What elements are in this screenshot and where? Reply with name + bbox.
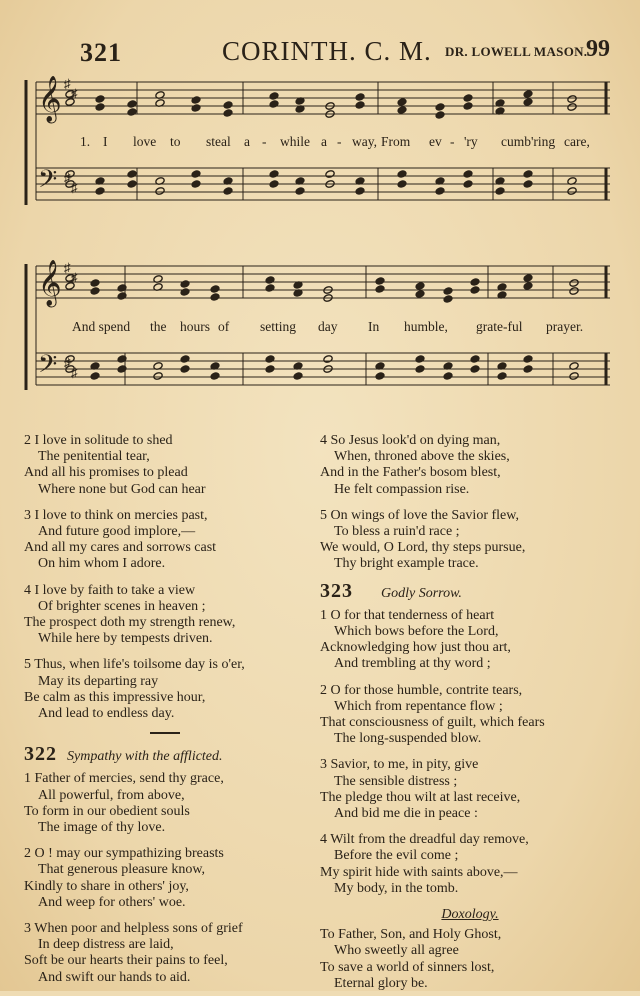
stanza	[24, 846, 306, 911]
verse-line: And trembling at thy word ;	[334, 656, 491, 672]
stanza	[24, 771, 306, 836]
verse-line: 3 Savior, to me, in pity, give	[320, 757, 479, 773]
note-head	[397, 106, 407, 115]
verse-line: My body, in the tomb.	[334, 880, 459, 896]
note-head	[95, 103, 105, 112]
note-head	[443, 295, 453, 304]
note-head	[90, 279, 100, 288]
music-score	[0, 0, 640, 420]
verse-line: Before the evil come ;	[334, 848, 459, 864]
verse-line: 2 O ! may our sympathizing breasts	[24, 846, 224, 862]
note-head	[435, 103, 445, 112]
verse-line: 5 On wings of love the Savior flew,	[320, 507, 519, 523]
lyric-syllable: care,	[564, 134, 590, 149]
verse-line: My spirit hide with saints above,—	[320, 864, 518, 880]
divider	[150, 732, 180, 734]
note-head	[269, 180, 279, 189]
note-head	[269, 100, 279, 109]
lyric-syllable: 'ry	[464, 134, 478, 149]
note-head	[523, 98, 533, 107]
note-head	[295, 187, 305, 196]
verse-line: 4 Wilt from the dreadful day remove,	[320, 832, 529, 848]
lyric-syllable: -	[262, 134, 267, 149]
key-sharp: ♯	[64, 76, 71, 91]
note-head	[355, 187, 365, 196]
left-column	[24, 433, 306, 996]
note-head	[397, 98, 407, 107]
lyric-syllable: way,	[352, 134, 377, 149]
lyric-syllable: ev	[429, 134, 442, 149]
lyric-syllable: cumb'ring	[501, 134, 556, 149]
verse-line: 1 O for that tenderness of heart	[320, 607, 495, 623]
note-head	[397, 170, 407, 179]
verse-line: In deep distress are laid,	[38, 937, 174, 953]
doxology-line: To Father, Son, and Holy Ghost,	[320, 927, 502, 943]
verse-line: 4 I love by faith to take a view	[24, 582, 196, 598]
treble-clef: 𝄞	[38, 260, 62, 306]
verse-line: Kindly to share in others' joy,	[24, 878, 189, 894]
note-head	[191, 104, 201, 113]
note-head	[523, 170, 533, 179]
verse-line: All powerful, from above,	[38, 787, 185, 803]
stanza	[24, 433, 306, 498]
note-head	[117, 355, 127, 364]
verse-line: We would, O Lord, thy steps pursue,	[320, 540, 526, 556]
note-head	[470, 286, 480, 295]
note-head	[127, 170, 137, 179]
key-sharp: ♯	[71, 365, 78, 380]
note-head	[117, 292, 127, 301]
stanza	[320, 757, 620, 822]
verse-line: To form in our obedient souls	[24, 803, 190, 819]
verse-line: And all my cares and sorrows cast	[24, 540, 217, 556]
note-head	[463, 170, 473, 179]
lyric-syllable: the	[150, 319, 167, 334]
lyric-syllable: day	[318, 319, 338, 334]
stanza	[320, 433, 620, 498]
note-head	[375, 372, 385, 381]
verse-line: Be calm as this impressive hour,	[24, 689, 206, 705]
note-head	[443, 372, 453, 381]
lyric-syllable: grate-ful	[476, 319, 523, 334]
note-head	[375, 285, 385, 294]
note-head	[523, 90, 533, 99]
lyric-syllable: 1.	[80, 134, 91, 149]
verse-line: The sensible distress ;	[334, 773, 458, 789]
lyric-syllable: hours	[180, 319, 210, 334]
note-head	[523, 355, 533, 364]
note-head	[463, 180, 473, 189]
note-head	[210, 293, 220, 302]
note-head	[117, 365, 127, 374]
note-head	[223, 187, 233, 196]
right-column	[320, 433, 620, 992]
note-head	[463, 102, 473, 111]
lyric-syllable: I	[103, 134, 108, 149]
lyric-syllable: while	[280, 134, 310, 149]
lyric-syllable: to	[170, 134, 181, 149]
verse-line: And in the Father's bosom blest,	[320, 465, 501, 481]
verse-line: 3 I love to think on mercies past,	[24, 507, 208, 523]
note-head	[470, 365, 480, 374]
note-head	[127, 100, 137, 109]
verse-line: The penitential tear,	[38, 449, 150, 465]
verse-line: 3 When poor and helpless sons of grief	[24, 921, 243, 937]
lyric-syllable: -	[450, 134, 455, 149]
note-head	[269, 170, 279, 179]
treble-clef: 𝄞	[38, 76, 62, 122]
note-head	[523, 365, 533, 374]
verse-line: The long-suspended blow.	[334, 731, 482, 747]
note-head	[210, 372, 220, 381]
verse-line: And all his promises to plead	[24, 465, 188, 481]
verse-line: The pledge thou wilt at last receive,	[320, 789, 521, 805]
stanza	[24, 583, 306, 648]
verse-line: 5 Thus, when life's toilsome day is o'er,	[24, 657, 245, 673]
note-head	[265, 365, 275, 374]
note-head	[523, 282, 533, 291]
note-head	[265, 355, 275, 364]
verse-line: That generous pleasure know,	[38, 862, 206, 878]
lyric-syllable: setting	[260, 319, 296, 334]
verse-line: Thy bright example trace.	[334, 556, 479, 572]
bass-clef: 𝄢	[38, 165, 58, 200]
note-head	[265, 276, 275, 285]
lyric-syllable: prayer.	[546, 319, 584, 334]
note-head	[180, 288, 190, 297]
note-head	[470, 355, 480, 364]
verse-line: That consciousness of guilt, which fears	[320, 715, 545, 731]
composer: DR. LOWELL MASON.	[445, 44, 588, 59]
note-head	[569, 372, 579, 381]
note-head	[223, 101, 233, 110]
note-head	[435, 187, 445, 196]
note-head	[567, 103, 577, 112]
note-head	[497, 372, 507, 381]
note-head	[569, 287, 579, 296]
verse-line: He felt compassion rise.	[334, 481, 470, 497]
note-head	[569, 279, 579, 288]
lyric-syllable: In	[368, 319, 380, 334]
note-head	[323, 355, 333, 364]
key-sharp: ♯	[71, 270, 78, 285]
verse-line: Of brighter scenes in heaven ;	[38, 598, 206, 614]
note-head	[265, 284, 275, 293]
hymn-323-heading: 323 Godly Sorrow.	[320, 579, 462, 602]
note-head	[397, 180, 407, 189]
tune-number: 321	[80, 38, 122, 67]
note-head	[375, 277, 385, 286]
note-head	[180, 280, 190, 289]
verse-line: When, throned above the skies,	[334, 449, 510, 465]
stanza	[24, 921, 306, 986]
note-head	[95, 187, 105, 196]
note-head	[355, 93, 365, 102]
note-head	[191, 96, 201, 105]
note-head	[443, 287, 453, 296]
lyric-syllable: From	[381, 134, 411, 149]
note-head	[117, 284, 127, 293]
verse-line: The image of thy love.	[38, 820, 166, 836]
key-sharp: ♯	[64, 355, 71, 370]
note-head	[155, 187, 165, 196]
doxology-title: Doxology.	[441, 907, 499, 923]
note-head	[153, 372, 163, 381]
lyric-syllable: steal	[206, 134, 231, 149]
key-sharp: ♯	[64, 170, 71, 185]
key-sharp: ♯	[64, 260, 71, 275]
verse-line: And lead to endless day.	[38, 706, 175, 722]
stanza	[24, 508, 306, 573]
key-sharp: ♯	[71, 180, 78, 195]
verse-line: And weep for others' woe.	[38, 894, 186, 910]
stanza	[320, 608, 620, 673]
note-head	[567, 95, 577, 104]
doxology-line: Who sweetly all agree	[334, 943, 459, 959]
tune-title: CORINTH. C. M.	[222, 36, 432, 66]
note-head	[415, 290, 425, 299]
note-head	[523, 180, 533, 189]
verse-line: And swift our hands to aid.	[38, 969, 191, 985]
note-head	[523, 274, 533, 283]
lyric-syllable: -	[337, 134, 342, 149]
lyric-syllable: humble,	[404, 319, 448, 334]
lyric-syllable: love	[133, 134, 157, 149]
verse-line: To bless a ruin'd race ;	[334, 524, 460, 540]
verse-line: And bid me die in peace :	[334, 806, 478, 822]
lyric-syllable: of	[218, 319, 230, 334]
note-head	[355, 101, 365, 110]
verse-line: 2 I love in solitude to shed	[24, 433, 173, 448]
note-head	[90, 372, 100, 381]
note-head	[293, 372, 303, 381]
note-head	[415, 355, 425, 364]
note-head	[90, 287, 100, 296]
note-head	[180, 365, 190, 374]
note-head	[65, 282, 75, 291]
verse-line: On him whom I adore.	[38, 556, 166, 572]
verse-line: While here by tempests driven.	[38, 631, 213, 647]
verse-line: 4 So Jesus look'd on dying man,	[320, 433, 501, 448]
key-sharp: ♯	[71, 86, 78, 101]
page-number: 99	[586, 36, 610, 62]
doxology-line: Eternal glory be.	[334, 975, 428, 991]
doxology-line: To save a world of sinners lost,	[320, 959, 495, 975]
verse-line: And future good implore,—	[38, 524, 196, 540]
verse-line: Soft be our hearts their pains to feel,	[24, 953, 228, 969]
verse-line: Which from repentance flow ;	[334, 698, 503, 714]
verse-line: Which bows before the Lord,	[334, 624, 499, 640]
note-head	[415, 282, 425, 291]
note-head	[65, 98, 75, 107]
note-head	[567, 187, 577, 196]
verse-line: The prospect doth my strength renew,	[24, 615, 236, 631]
note-head	[463, 94, 473, 103]
note-head	[95, 95, 105, 104]
stanza	[320, 832, 620, 897]
lyric-syllable: a	[321, 134, 327, 149]
verse-line: Where none but God can hear	[38, 481, 206, 497]
note-head	[210, 285, 220, 294]
hymn-322-heading: 322 Sympathy with the afflicted.	[24, 743, 223, 766]
note-head	[435, 111, 445, 120]
note-head	[495, 187, 505, 196]
verse-line: Acknowledging how just thou art,	[320, 640, 511, 656]
bass-clef: 𝄢	[38, 350, 58, 385]
note-head	[269, 92, 279, 101]
verse-line: 2 O for those humble, contrite tears,	[320, 682, 523, 698]
verse-line: May its departing ray	[38, 673, 159, 689]
stanza	[320, 508, 620, 573]
lyric-syllable: a	[244, 134, 250, 149]
note-head	[191, 170, 201, 179]
note-head	[127, 108, 137, 117]
stanza	[320, 683, 620, 748]
note-head	[470, 278, 480, 287]
note-head	[223, 109, 233, 118]
lyric-syllable: And spend	[72, 319, 131, 334]
note-head	[325, 170, 335, 179]
note-head	[180, 355, 190, 364]
verse-line: 1 Father of mercies, send thy grace,	[24, 771, 224, 787]
note-head	[127, 180, 137, 189]
note-head	[415, 365, 425, 374]
stanza	[24, 657, 306, 722]
note-head	[191, 180, 201, 189]
